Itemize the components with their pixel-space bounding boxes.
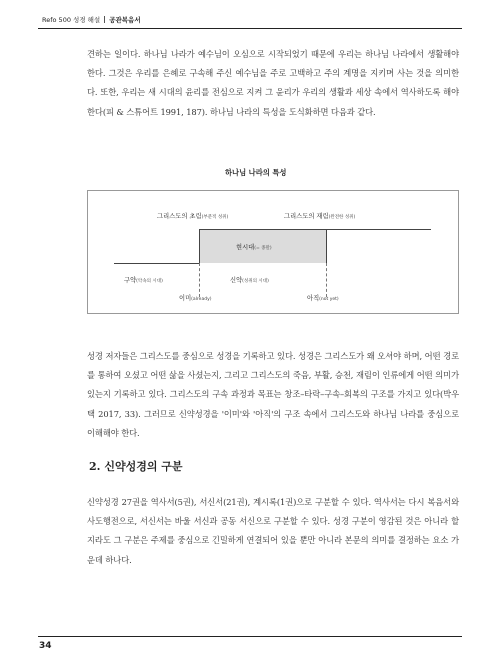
not-yet-guide: [326, 263, 327, 297]
paragraph-1: 견하는 일이다. 하나님 나라가 예수님이 오심으로 시작되었기 때문에 우리는 하나님 나라에서 생활해야 한다. 그것은 우리를 은혜로 구속해 주신 예수님을 주로 고백하고 주의 계명을 지키며 사는 것을 의미한다. 또한, 우리는 새 시대의 윤리를 전심으로 지켜 그 윤리가 우리의 생활과 세상 속에서 역사하도록 해야 한다(피 & 스튜어트 1991, 187). 하나님 나라의 특성을 도식화하면 다음과 같다.: [87, 49, 459, 117]
running-header: [42, 15, 141, 24]
second-coming-label: 그리스도의 재림(완전한 성취): [284, 213, 356, 220]
first-coming-marker: [199, 229, 200, 263]
paragraph-2: 성경 저자들은 그리스도를 중심으로 성경을 기록하고 있다. 성경은 그리스도가 왜 오셔야 하며, 어떤 경로를 통하여 오셨고 어떤 삶을 사셨는지, 그리고 그리스도의 죽음, 부활, 승천, 재림이 인류에게 어떤 의미가 있는지 기록하고 있다. 그리스도의 구속 과정과 목표는 창조–타락–구속–회복의 구조를 가지고 있다(박우택 2017, 33). 그러므로 신약성경을 '이미'와 '아직'의 구조 속에서 그리스도와 하나님 나라를 중심으로 이해해야 한다.: [87, 351, 459, 438]
first-coming-label: 그리스도의 초림(부분적 성취): [157, 213, 229, 220]
already-guide: [199, 263, 200, 297]
section-heading: 2. 신약성경의 구분: [89, 460, 183, 473]
paragraph-3: 신약성경 27권을 역사서(5권), 서신서(21권), 계시록(1권)으로 구분할 수 있다. 역사서는 다시 복음서와 사도행전으로, 서신서는 바울 서신과 공동 서신으로 구분할 수 있다. 성경 구분이 영감된 것은 아니라 할지라도 그 구분은 주제를 중심으로 긴밀하게 연결되어 있을 뿐만 아니라 본문의 의미를 결정하는 요소 가운데 하나다.: [87, 497, 459, 565]
header-separator: [104, 16, 105, 23]
series-title: Refo 500 성경 해설: [42, 16, 101, 24]
old-age-line: [114, 263, 199, 264]
new-age-top-line: [199, 229, 431, 230]
new-age-label: 신약(성취의 시대): [230, 277, 269, 284]
already-label: 이미(already): [179, 295, 212, 302]
page-number: 34: [39, 641, 52, 651]
diagram-title: 하나님 나라의 특성: [225, 168, 287, 177]
header-rule: [38, 28, 462, 29]
footer-rule: [38, 636, 462, 637]
kingdom-diagram: [87, 190, 459, 314]
second-coming-marker: [326, 229, 327, 263]
not-yet-label: 아직(not yet): [307, 295, 339, 302]
present-age-label: 현시대(= 종말): [236, 244, 272, 251]
old-age-label: 구약(악속의 시대): [124, 277, 163, 284]
book-title: 공관복음서: [109, 16, 141, 24]
